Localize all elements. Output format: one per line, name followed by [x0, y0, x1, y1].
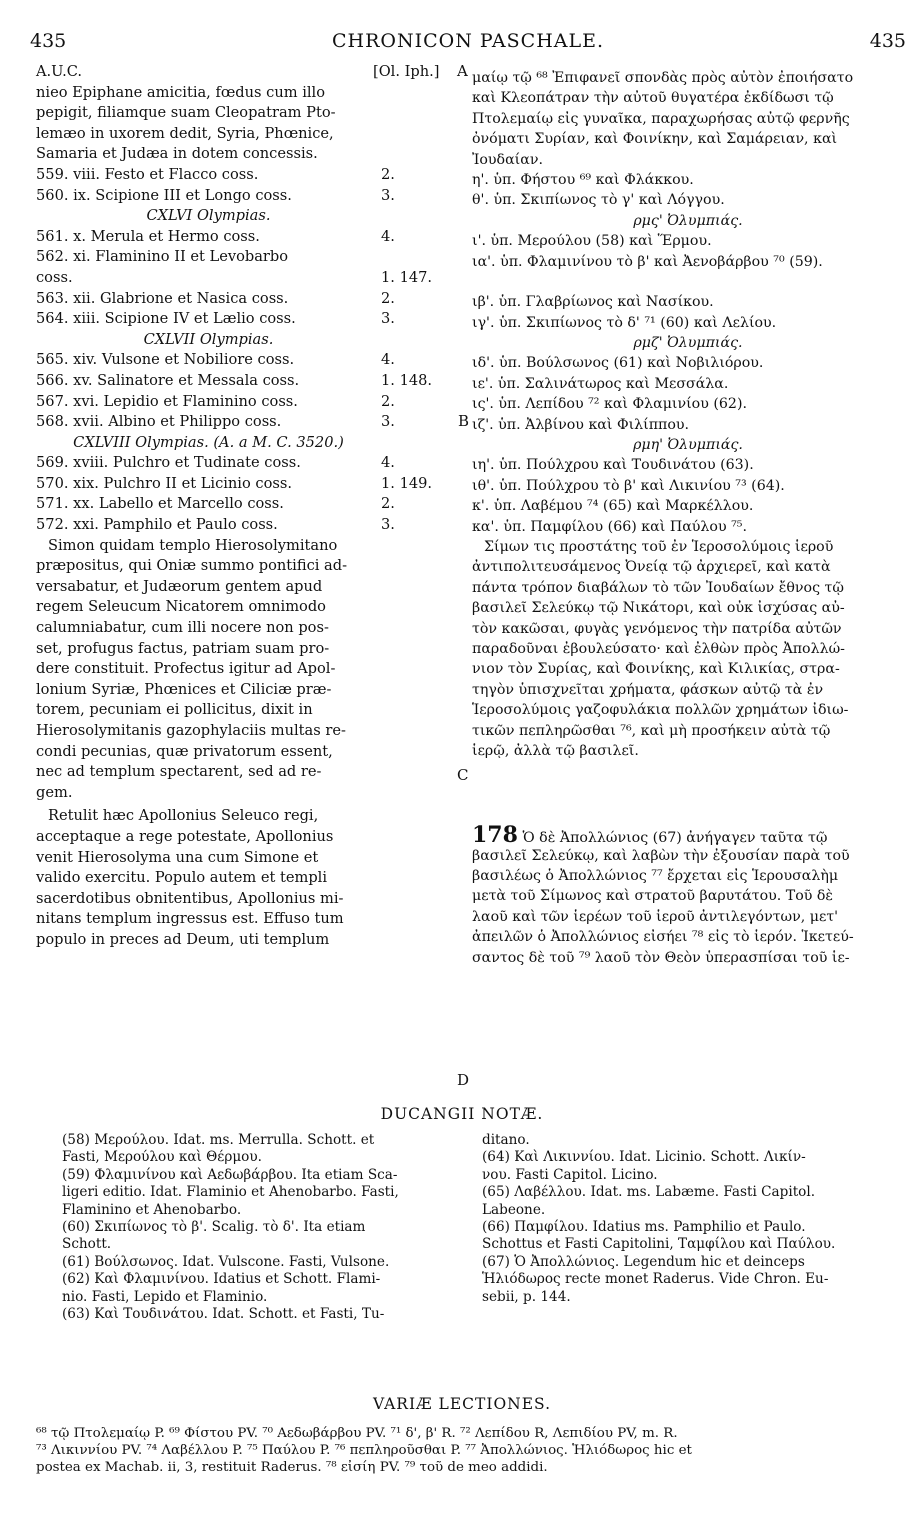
consul-entry [36, 392, 456, 413]
consul-entry [36, 165, 456, 186]
text-line: ἱερῷ, ἀλλὰ τῷ βασιλεῖ. [472, 742, 639, 759]
year-number: 3. [381, 310, 395, 328]
page-number-right: 435 [869, 30, 906, 52]
consul-text: 561. x. Merula et Hermo coss. [36, 227, 260, 245]
text-line: τικῶν πεπληρῶσθαι ⁷⁶, καὶ μὴ προσήκειν αὐτὰ τῷ [472, 722, 831, 739]
consul-text: coss. [36, 268, 73, 286]
consul-text: ι'. ὑπ. Μερούλου (58) καὶ Ἕρμου. [472, 233, 712, 250]
consul-entry [472, 313, 904, 333]
section-gap [472, 761, 904, 825]
olympiad-line [472, 333, 904, 353]
text-line: ⁷³ Λικιννίου PV. ⁷⁴ Λαβέλλου P. ⁷⁵ Παύλου P. ⁷⁶ πεπληροῦσθαι P. ⁷⁷ Ἀπολλώνιος. Ἡλιόδωρος hic et [36, 1443, 692, 1458]
text-line: σαντος δὲ τοῦ ⁷⁹ λαοῦ τὸν Θεὸν ὑπερασπίσαι τοῦ ἱε- [472, 949, 850, 966]
text-line: ditano. [482, 1132, 530, 1148]
consul-text: 570. xix. Pulchro II et Licinio coss. [36, 474, 292, 492]
text-line: βασιλεῖ Σελεύκῳ τῷ Νικάτορι, καὶ οὐκ ἰσχύσας αὐ- [472, 600, 845, 617]
consul-text: ιζ'. ὑπ. Ἀλβίνου καὶ Φιλίππου. [472, 416, 690, 433]
text-line: Ἰουδαίαν. [472, 151, 543, 168]
text-line: νου. Fasti Capitol. Licino. [482, 1166, 658, 1183]
text-line: Simon quidam templo Hierosolymitano [48, 536, 338, 554]
consul-entry [36, 474, 456, 495]
text-line: sacerdotibus obnitentibus, Apollonius mi- [36, 889, 344, 907]
text-line: torem, pecuniam ei pollicitus, dixit in [36, 701, 313, 719]
variae-lectiones [36, 1425, 906, 1476]
text-line: παραδοῦναι ἐβουλεύσατο· καὶ ἐλθὼν πρὸς Ἀπολλώ- [472, 640, 845, 657]
year-number: 1. 149. [381, 474, 433, 492]
margin-mark-a: A [457, 62, 468, 80]
text-line: (63) Καὶ Τουδινάτου. Idat. Schott. et Fasti, Tu- [62, 1306, 385, 1323]
consul-text: 563. xii. Glabrione et Nasica coss. [36, 289, 289, 307]
text-line: (61) Βούλσωνος. Idat. Vulscone. Fasti, Vulsone. [62, 1253, 390, 1270]
text-line: (67) Ὁ Ἀπολλώνιος. Legendum hic et deinceps [482, 1253, 805, 1270]
year-number: 2. [381, 289, 395, 307]
text-line: βασιλέως ὁ Ἀπολλώνιος ⁷⁷ ἔρχεται εἰς Ἱερουσαλὴμ [472, 868, 839, 885]
margin-mark-b: B [458, 412, 470, 430]
consul-entry [36, 515, 456, 536]
consul-text: 562. xi. Flaminino II et Levobarbo [36, 248, 289, 266]
consul-text: 567. xvi. Lepidio et Flaminino coss. [36, 392, 298, 410]
text-line: τὸν κακῶσαι, φυγὰς γενόμενος τὴν πατρίδα αὐτῶν [472, 620, 842, 637]
latin-paragraph-2 [36, 806, 456, 950]
text-line: (62) Καὶ Φλαμινίνου. Idatius et Schott. Flami- [62, 1271, 381, 1288]
consul-text: ιδ'. ὑπ. Βούλσωνος (61) καὶ Νοβιλιόρου. [472, 355, 764, 372]
text-line: Ἱεροσολύμοις γαζοφυλάκια πολλῶν χρημάτων ἰδιω- [472, 702, 849, 719]
consul-entry [472, 476, 904, 496]
text-line: Σίμων τις προστάτης τοῦ ἐν Ἱεροσολύμοις ἱεροῦ [484, 538, 834, 555]
text-line: λαοῦ καὶ τῶν ἱερέων τοῦ ἱεροῦ ἀντιλεγόντων, μετ' [472, 908, 839, 925]
text-line: lemæo in uxorem dedit, Syria, Phœnice, [36, 124, 334, 142]
text-line: gem. [36, 783, 73, 801]
text-line: Schott. [62, 1236, 112, 1253]
consul-entry [36, 186, 456, 207]
consul-entry [36, 227, 456, 248]
consul-list-greek [472, 170, 904, 537]
consul-entry [472, 496, 904, 516]
olympiad-line [36, 433, 456, 454]
year-number: 4. [381, 454, 395, 472]
olympiad-heading: [Ol. Iph.] [373, 63, 440, 80]
text-line: sebii, p. 144. [482, 1288, 571, 1305]
consul-text: 560. ix. Scipione III et Longo coss. [36, 186, 292, 204]
margin-mark-c: C [457, 766, 469, 784]
year-number: 1. 148. [381, 371, 433, 389]
olympiad-line [472, 435, 904, 455]
greek-paragraph-2 [472, 846, 904, 968]
text-line: ὀνόματι Συρίαν, καὶ Φοινίκην, καὶ Σαμάρειαν, καὶ [472, 131, 838, 148]
text-line: valido exercitu. Populo autem et templi [36, 869, 327, 887]
olympiad-label: CXLVI Olympias. [146, 207, 271, 225]
text-line: τηγὸν ὑπισχνεῖται χρήματα, φάσκων αὐτῷ τὰ ἐν [472, 681, 824, 698]
text-line: nitans templum ingressus est. Effuso tum [36, 910, 344, 928]
olympiad-line [36, 206, 456, 227]
latin-column [36, 62, 456, 951]
consul-entry [472, 394, 904, 414]
consul-text: ιγ'. ὑπ. Σκιπίωνος τὸ δ' ⁷¹ (60) καὶ Λελίου. [472, 314, 777, 331]
consul-entry [36, 350, 456, 371]
consul-text: 566. xv. Salinatore et Messala coss. [36, 371, 300, 389]
text-line: postea ex Machab. ii, 3, restituit Raderus. ⁷⁸ εἰσίη PV. ⁷⁹ τοῦ de meo addidi. [36, 1460, 548, 1475]
consul-text: κ'. ὑπ. Λαβέμου ⁷⁴ (65) καὶ Μαρκέλλου. [472, 498, 754, 515]
year-number: 3. [381, 413, 395, 431]
consul-text: 572. xxi. Pamphilo et Paulo coss. [36, 516, 278, 534]
year-number: 3. [381, 516, 395, 534]
consul-text: ις'. ὑπ. Λεπίδου ⁷² καὶ Φλαμινίου (62). [472, 396, 747, 413]
text-line: (58) Μερούλου. Idat. ms. Merrulla. Schott. et [62, 1132, 375, 1148]
greek-paragraph-2-first-text: Ὁ δὲ Ἀπολλώνιος (67) ἀνήγαγεν ταῦτα τῷ [522, 830, 828, 847]
text-line: dere constituit. Profectus igitur ad Apol- [36, 660, 336, 678]
year-number: 4. [381, 351, 395, 369]
auc-heading: A.U.C. [36, 63, 83, 80]
section-number: 178 [472, 822, 518, 849]
text-line: Samaria et Judæa in dotem concessis. [36, 145, 318, 163]
text-line: populo in preces ad Deum, uti templum [36, 930, 330, 948]
text-line: Schottus et Fasti Capitolini, Ταμφίλου καὶ Παύλου. [482, 1236, 836, 1253]
consul-text: 565. xiv. Vulsone et Nobiliore coss. [36, 351, 295, 369]
consul-entry [472, 190, 904, 210]
consul-text: 571. xx. Labello et Marcello coss. [36, 495, 284, 513]
text-line: venit Hierosolyma una cum Simone et [36, 848, 319, 866]
text-line: μαίῳ τῷ ⁶⁸ Ἐπιφανεῖ σπονδὰς πρὸς αὐτὸν ἐποιήσατο [472, 70, 854, 86]
year-number: 1. 147. [381, 268, 433, 286]
consul-text: 559. viii. Festo et Flacco coss. [36, 165, 259, 183]
year-number: 2. [381, 392, 395, 410]
text-line: Ἡλιόδωρος recte monet Raderus. Vide Chron. Eu- [482, 1271, 829, 1288]
text-line: Labeone. [482, 1201, 546, 1218]
greek-intro [472, 68, 904, 170]
text-line: (60) Σκιπίωνος τὸ β'. Scalig. τὸ δ'. Ita etiam [62, 1219, 366, 1236]
consul-entry [36, 309, 456, 330]
olympiad-label: CXLVIII Olympias. (A. a M. C. 3520.) [73, 433, 344, 451]
consul-list-latin [36, 165, 456, 536]
text-line: lonium Syriæ, Phœnices et Ciliciæ præ- [36, 680, 332, 698]
greek-paragraph-2-first [472, 822, 904, 849]
text-line: (66) Παμφίλου. Idatius ms. Pamphilio et Paulo. [482, 1219, 806, 1236]
text-line: Hierosolymitanis gazophylaciis multas re- [36, 722, 346, 739]
latin-paragraph-1 [36, 536, 456, 804]
text-line: ἀπειλῶν ὁ Ἀπολλώνιος εἰσήει ⁷⁸ εἰς τὸ ἱερόν. Ἱκετεύ- [472, 929, 854, 946]
consul-entry [36, 453, 456, 474]
text-line: nec ad templum spectarent, sed ad re- [36, 763, 322, 781]
olympiad-label: CXLVII Olympias. [143, 330, 274, 348]
year-number: 2. [381, 165, 395, 183]
text-line: (65) Λαβέλλου. Idat. ms. Labæme. Fasti Capitol. [482, 1184, 816, 1201]
running-header [30, 30, 906, 60]
column-heading [36, 62, 456, 83]
text-line: Πτολεμαίῳ εἰς γυναῖκα, παραχωρήσας αὐτῷ φερνῆς [472, 110, 850, 127]
text-line: calumniabatur, cum illi nocere non pos- [36, 619, 329, 637]
text-line: regem Seleucum Nicatorem omnimodo [36, 598, 326, 616]
consul-text: ια'. ὑπ. Φλαμινίνου τὸ β' καὶ Ἀενοβάρβου ⁷⁰ (59). [472, 253, 823, 270]
consul-entry [36, 494, 456, 515]
text-line: præpositus, qui Oniæ summo pontifici ad- [36, 557, 348, 575]
text-line: μετὰ τοῦ Σίμωνος καὶ στρατοῦ βαρυτάτου. Τοῦ δὲ [472, 888, 834, 905]
consul-entry [472, 170, 904, 190]
text-line: νιον τὸν Συρίας, καὶ Φοινίκης, καὶ Κιλικίας, στρα- [472, 661, 840, 678]
olympiad-label: ρμζ' Ὀλυμπιάς. [633, 335, 743, 352]
consul-entry [472, 353, 904, 373]
year-number: 2. [381, 495, 395, 513]
consul-entry [472, 455, 904, 475]
variae-title: VARIÆ LECTIONES. [372, 1395, 552, 1413]
notes-title: DUCANGII NOTÆ. [380, 1105, 544, 1123]
consul-text: ιε'. ὑπ. Σαλινάτωρος καὶ Μεσσάλα. [472, 375, 729, 392]
page-number-left: 435 [30, 30, 67, 52]
text-line: (59) Φλαμινίνου καὶ Αεδωβάρβου. Ita etiam Sca- [62, 1166, 398, 1183]
consul-entry [472, 272, 904, 292]
consul-text: 569. xviii. Pulchro et Tudinate coss. [36, 454, 301, 472]
text-line: Retulit hæc Apollonius Seleuco regi, [48, 807, 319, 825]
consul-text: ιθ'. ὑπ. Πούλχρου τὸ β' καὶ Λικινίου ⁷³ (64). [472, 477, 785, 494]
greek-paragraph-1 [472, 537, 904, 761]
olympiad-line [36, 330, 456, 351]
consul-entry [472, 252, 904, 272]
consul-text: κα'. ὑπ. Παμφίλου (66) καὶ Παύλου ⁷⁵. [472, 518, 747, 535]
notes-left-column [62, 1132, 462, 1323]
year-number: 4. [381, 227, 395, 245]
running-title: CHRONICON PASCHALE. [331, 30, 605, 52]
text-line: set, profugus factus, patriam suam pro- [36, 639, 330, 657]
text-line: πάντα τρόπον διαβάλων τὸ τῶν Ἰουδαίων ἔθνος τῷ [472, 579, 844, 596]
consul-entry [472, 517, 904, 537]
consul-text: ιβ'. ὑπ. Γλαβρίωνος καὶ Νασίκου. [472, 294, 714, 311]
year-number: 3. [381, 186, 395, 204]
margin-mark-d: D [457, 1071, 470, 1089]
olympiad-label: ρμς' Ὀλυμπιάς. [633, 212, 743, 229]
consul-entry [472, 374, 904, 394]
consul-entry [36, 247, 456, 268]
text-line: acceptaque a rege potestate, Apollonius [36, 827, 334, 845]
text-line: ἀντιπολιτευσάμενος Ὀνείᾳ τῷ ἀρχιερεῖ, καὶ κατὰ [472, 559, 831, 576]
text-line: βασιλεῖ Σελεύκῳ, καὶ λαβὼν τὴν ἐξουσίαν παρὰ τοῦ [472, 847, 850, 864]
greek-column [472, 68, 904, 968]
text-line: ⁶⁸ τῷ Πτολεμαίῳ P. ⁶⁹ Φίστου PV. ⁷⁰ Αεδωβάρβου PV. ⁷¹ δ', β' R. ⁷² Λεπίδου R, Λεπιδίου PV, m. R. [36, 1426, 678, 1441]
consul-entry [472, 231, 904, 251]
text-line: versabatur, et Judæorum gentem apud [36, 577, 323, 595]
text-line: ligeri editio. Idat. Flaminio et Ahenobarbo. Fasti, [62, 1184, 399, 1201]
consul-entry [472, 415, 904, 435]
text-line: (64) Καὶ Λικιννίου. Idat. Licinio. Schott. Λικίν- [482, 1149, 806, 1166]
consul-entry [36, 371, 456, 392]
consul-text: 568. xvii. Albino et Philippo coss. [36, 413, 282, 431]
consul-text: 564. xiii. Scipione IV et Lælio coss. [36, 310, 296, 328]
consul-entry [36, 268, 456, 289]
latin-intro [36, 83, 456, 165]
consul-text: θ'. ὑπ. Σκιπίωνος τὸ γ' καὶ Λόγγου. [472, 192, 725, 209]
text-line: condi pecunias, quæ privatorum essent, [36, 742, 333, 760]
consul-text: η'. ὑπ. Φήστου ⁶⁹ καὶ Φλάκκου. [472, 171, 694, 188]
consul-entry [36, 289, 456, 310]
text-line: pepigit, filiamque suam Cleopatram Pto- [36, 104, 336, 122]
olympiad-line [472, 211, 904, 231]
text-line: nieo Epiphane amicitia, fœdus cum illo [36, 83, 326, 101]
text-line: Fasti, Μερούλου καὶ Θέρμου. [62, 1149, 262, 1166]
consul-entry [36, 412, 456, 433]
text-line: καὶ Κλεοπάτραν τὴν αὐτοῦ θυγατέρα ἐκδίδωσι τῷ [472, 90, 834, 107]
text-line: Flaminino et Ahenobarbo. [62, 1201, 242, 1218]
olympiad-label: ρμη' Ὀλυμπιάς. [633, 437, 743, 454]
text-line: nio. Fasti, Lepido et Flaminio. [62, 1288, 268, 1305]
notes-right-column [482, 1132, 902, 1306]
consul-entry [472, 292, 904, 312]
consul-text: ιη'. ὑπ. Πούλχρου καὶ Τουδινάτου (63). [472, 457, 754, 474]
